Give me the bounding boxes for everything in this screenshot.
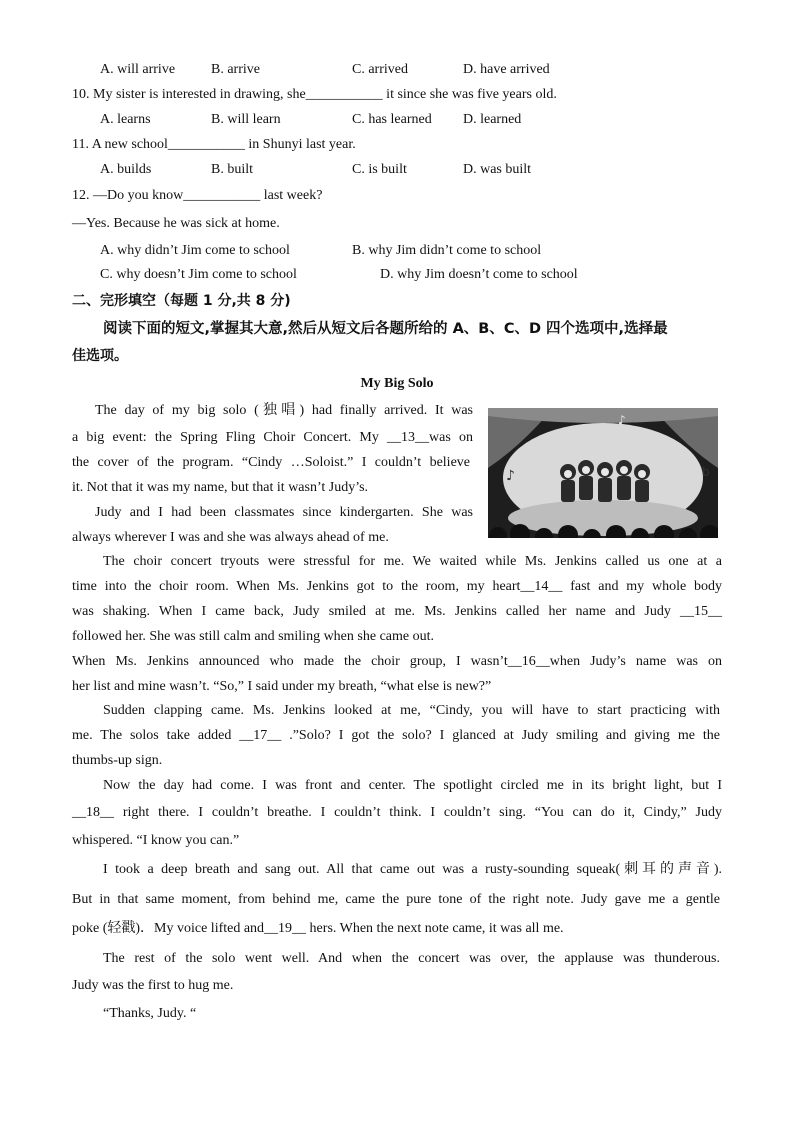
q11-option-b: B. built xyxy=(211,162,254,177)
passage-line-14: me. The solos take added __17__ .”Solo? I got the solo? I glanced at Judy smiling and giving me the xyxy=(72,728,720,743)
passage-line-2: a big event: the Spring Fling Choir Concert. My __13__was on xyxy=(72,430,473,445)
svg-text:♪: ♪ xyxy=(618,413,626,427)
q12-option-c: C. why doesn’t Jim come to school xyxy=(100,267,297,282)
q9-option-d: D. have arrived xyxy=(463,62,550,77)
svg-text:b: b xyxy=(702,465,710,479)
q10-option-c: C. has learned xyxy=(352,112,432,127)
passage-line-13: Sudden clapping came. Ms. Jenkins looked at me, “Cindy, you will have to start practicing with xyxy=(103,703,720,718)
passage-line-16: Now the day had come. I was front and center. The spotlight circled me in its bright light, but I xyxy=(103,778,722,793)
section-heading: 二、完形填空（每题 1 分,共 8 分) xyxy=(72,293,291,309)
passage-line-4: it. Not that it was my name, but that it wasn’t Judy’s. xyxy=(72,480,369,495)
q11-option-a: A. builds xyxy=(100,162,152,177)
passage-line-20: But in that same moment, from behind me, came the pure tone of the right note. Judy gave me a gentle xyxy=(72,892,720,907)
q12-stem: 12. —Do you know___________ last week? xyxy=(72,188,323,203)
passage-title: My Big Solo xyxy=(360,376,434,391)
q12-option-d: D. why Jim doesn’t come to school xyxy=(380,267,578,282)
passage-line-8: time into the choir room. When Ms. Jenkins got to the room, my heart__14__ fast and my whole body xyxy=(72,579,722,594)
passage-line-21: poke (轻戳)．My voice lifted and__19__ hers. When the next note came, it was all me. xyxy=(72,921,564,936)
svg-text:♪: ♪ xyxy=(506,468,515,484)
choir-stage-image xyxy=(488,408,718,538)
q9-option-b: B. arrive xyxy=(211,62,260,77)
q10-option-a: A. learns xyxy=(100,112,151,127)
instruction-line-2: 佳选项。 xyxy=(72,348,128,364)
q11-stem: 11. A new school___________ in Shunyi last year. xyxy=(72,137,356,152)
passage-line-7: The choir concert tryouts were stressful for me. We waited while Ms. Jenkins called us one at a xyxy=(103,554,722,569)
passage-line-19: I took a deep breath and sang out. All that came out was a rusty-sounding squeak(刺耳的声音). xyxy=(103,862,722,877)
q12-option-a: A. why didn’t Jim come to school xyxy=(100,243,290,258)
passage-line-12: her list and mine wasn’t. “So,” I said under my breath, “what else is new?” xyxy=(72,679,492,694)
q10-option-b: B. will learn xyxy=(211,112,281,127)
passage-line-15: thumbs-up sign. xyxy=(72,753,163,768)
passage-line-24: “Thanks, Judy. “ xyxy=(103,1006,197,1021)
q9-option-a: A. will arrive xyxy=(100,62,176,77)
q10-option-d: D. learned xyxy=(463,112,522,127)
passage-line-22: The rest of the solo went well. And when the concert was over, the applause was thunderous. xyxy=(103,951,720,966)
instruction-line-1: 阅读下面的短文,掌握其大意,然后从短文后各题所给的 A、B、C、D 四个选项中,选择最 xyxy=(103,321,668,337)
q11-option-d: D. was built xyxy=(463,162,532,177)
choir-illustration xyxy=(488,408,718,538)
passage-line-5: Judy and I had been classmates since kindergarten. She was xyxy=(95,505,473,520)
q9-option-c: C. arrived xyxy=(352,62,408,77)
q11-option-c: C. is built xyxy=(352,162,407,177)
passage-line-23: Judy was the first to hug me. xyxy=(72,978,234,993)
passage-line-9: was shaking. When I came back, Judy smiled at me. Ms. Jenkins called her name and Judy __15__ xyxy=(72,604,722,619)
q12-option-b: B. why Jim didn’t come to school xyxy=(352,243,542,258)
q12-reply: —Yes. Because he was sick at home. xyxy=(72,216,280,231)
passage-line-18: whispered. “I know you can.” xyxy=(72,833,240,848)
passage-line-17: __18__ right there. I couldn’t breathe. I couldn’t think. I couldn’t sing. “You can do it, Cindy,” Judy xyxy=(72,805,722,820)
passage-line-11: When Ms. Jenkins announced who made the choir group, I wasn’t__16__when Judy’s name was on xyxy=(72,654,722,669)
q10-stem: 10. My sister is interested in drawing, she___________ it since she was five years old. xyxy=(72,87,557,102)
passage-line-3: the cover of the program. “Cindy …Soloist.” I couldn’t believe xyxy=(72,455,470,470)
passage-line-10: followed her. She was still calm and smiling when she came out. xyxy=(72,629,434,644)
passage-line-6: always wherever I was and she was always ahead of me. xyxy=(72,530,389,545)
passage-line-1: The day of my big solo (独唱) had finally arrived. It was xyxy=(95,403,473,418)
